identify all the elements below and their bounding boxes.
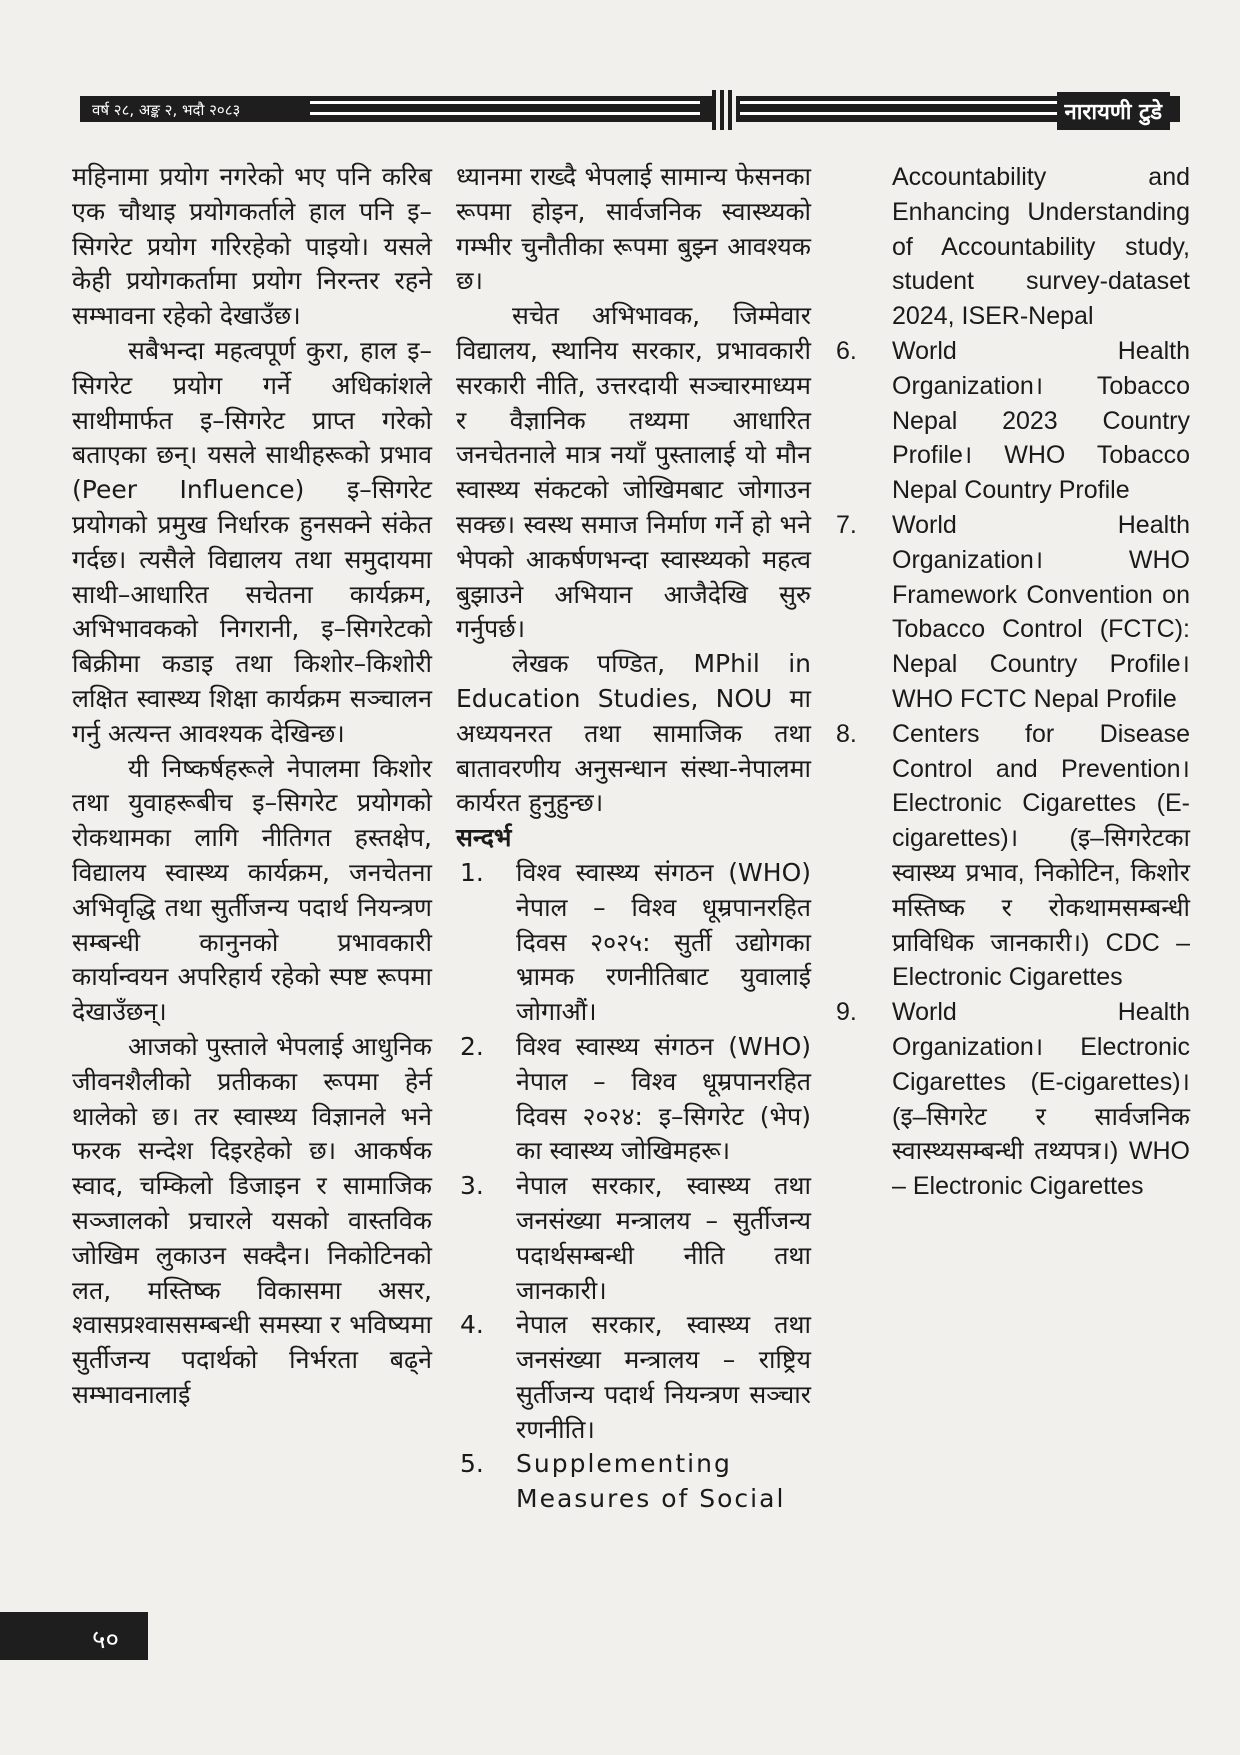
reference-item [456,1447,811,1517]
reference-text: World Health Organization। WHO Framework Convention on Tobacco Control (FCTC): Nepal Country Profile। WHO FCTC Nepal Profile [892,510,1190,713]
reference-item [836,995,1190,1204]
page-header [80,90,1180,130]
reference-item [456,1169,811,1308]
reference-item [836,717,1190,995]
header-rule-right [740,101,1110,115]
reference-text: नेपाल सरकार, स्वास्थ्य तथा जनसंख्या मन्त्रालय – राष्ट्रिय सुर्तीजन्य पदार्थ नियन्त्रण सञ्चार रणनीति। [516,1310,811,1444]
page-number-box [0,1612,148,1660]
reference-text: Supplementing Measures of Social [516,1449,786,1514]
reference-item [836,508,1190,717]
reference-text: Accountability and Enhancing Understanding of Accountability study, student survey-dataset 2024, ISER-Nepal [892,163,1190,331]
column-3 [836,160,1190,1204]
reference-text: विश्व स्वास्थ्य संगठन (WHO) नेपाल – विश्व धूम्रपानरहित दिवस २०२५: सुर्ती उद्योगका भ्रामक रणनीतिबाट युवालाई जोगाऔं। [516,857,811,1027]
header-rule-left [310,101,700,115]
paragraph: महिनामा प्रयोग नगरेको भए पनि करिब एक चौथाइ प्रयोगकर्ताले हाल पनि इ–सिगरेट प्रयोग गरिरहेको पाइयो। यसले केही प्रयोगकर्तामा प्रयोग निरन्तर रहने सम्भावना रहेको देखाउँछ। [72,162,432,331]
references-heading: सन्दर्भ [456,823,512,853]
reference-text: विश्व स्वास्थ्य संगठन (WHO) नेपाल – विश्व धूम्रपानरहित दिवस २०२४: इ–सिगरेट (भेप) का स्वास्थ्य जोखिमहरू। [516,1031,811,1166]
page-number: ५० [92,1625,120,1655]
reference-item [456,1030,811,1169]
reference-number: 6. [836,336,857,365]
paragraph: यी निष्कर्षहरूले नेपालमा किशोर तथा युवाहरूबीच इ–सिगरेट प्रयोगको रोकथामका लागि नीतिगत हस्तक्षेप, विद्यालय स्वास्थ्य कार्यक्रम, जनचेतना अभिवृद्धि तथा सुर्तीजन्य पदार्थ नियन्त्रण सम्बन्धी कानुनको प्रभावकारी कार्यान्वयन अपरिहार्य रहेको स्पष्ट रूपमा देखाउँछन्। [72,753,432,1027]
column-1 [72,160,432,1413]
publication-name: नारायणी टुडे [1057,92,1171,130]
reference-continuation [892,160,1190,334]
header-ornament [712,90,736,130]
reference-text: World Health Organization। Tobacco Nepal 2023 Country Profile। WHO Tobacco Nepal Country Profile [892,336,1190,505]
reference-item [456,1308,811,1447]
reference-number: 2. [460,1031,484,1061]
paragraph: आजको पुस्ताले भेपलाई आधुनिक जीवनशैलीको प्रतीकका रूपमा हेर्न थालेको छ। तर स्वास्थ्य विज्ञानले भने फरक सन्देश दिइरहेको छ। आकर्षक स्वाद, चम्किलो डिजाइन र सामाजिक सञ्जालको प्रचारले यसको वास्तविक जोखिम लुकाउन सक्दैन। निकोटिनको लत, मस्तिष्क विकासमा असर, श्वासप्रश्वाससम्बन्धी समस्या र भविष्यमा सुर्तीजन्य पदार्थको निर्भरता बढ्ने सम्भावनालाई [72,1031,432,1409]
issue-info: वर्ष २८, अङ्क २, भदौ २०८३ [92,101,241,119]
reference-text: नेपाल सरकार, स्वास्थ्य तथा जनसंख्या मन्त्रालय – सुर्तीजन्य पदार्थसम्बन्धी नीति तथा जानकारी। [516,1171,811,1305]
reference-number: 4. [460,1310,484,1340]
reference-item [456,856,811,1030]
reference-number: 3. [460,1171,484,1201]
paragraph: सबैभन्दा महत्वपूर्ण कुरा, हाल इ–सिगरेट प्रयोग गर्ने अधिकांशले साथीमार्फत इ–सिगरेट प्राप्त गरेको बताएका छन्। यसले साथीहरूको प्रभाव (Peer Influence) इ–सिगरेट प्रयोगको प्रमुख निर्धारक हुनसक्ने संकेत गर्दछ। त्यसैले विद्यालय तथा समुदायमा साथी–आधारित सचेतना कार्यक्रम, अभिभावकको निगरानी, इ–सिगरेटको बिक्रीमा कडाइ तथा किशोर–किशोरी लक्षित स्वास्थ्य शिक्षा कार्यक्रम सञ्चालन गर्नु अत्यन्त आवश्यक देखिन्छ। [72,335,432,748]
reference-number: 9. [836,998,857,1027]
reference-item [836,334,1190,508]
column-2 [456,160,811,1517]
reference-number: 8. [836,719,857,748]
reference-number: 7. [836,510,857,539]
reference-text: World Health Organization। Electronic Cigarettes (E-cigarettes)। (इ–सिगरेट र सार्वजनिक स्वास्थ्यसम्बन्धी तथ्यपत्र।) WHO – Electronic Cigarettes [892,998,1190,1201]
author-note: लेखक पण्डित, MPhil in Education Studies, NOU मा अध्ययनरत तथा सामाजिक तथा बातावरणीय अनुसन्धान संस्था-नेपालमा कार्यरत हुनुहुन्छ। [456,649,811,818]
reference-number: 1. [460,857,484,887]
reference-text: Centers for Disease Control and Prevention। Electronic Cigarettes (E-cigarettes)। (इ–सिगरेटका स्वास्थ्य प्रभाव, निकोटिन, किशोर मस्तिष्क र रोकथामसम्बन्धी प्राविधिक जानकारी।) CDC – Electronic Cigarettes [892,719,1190,992]
reference-number: 5. [460,1449,484,1479]
paragraph: ध्यानमा राख्दै भेपलाई सामान्य फेसनका रूपमा होइन, सार्वजनिक स्वास्थ्यको गम्भीर चुनौतीका रूपमा बुझ्न आवश्यक छ। [456,162,811,296]
paragraph: सचेत अभिभावक, जिम्मेवार विद्यालय, स्थानिय सरकार, प्रभावकारी सरकारी नीति, उत्तरदायी सञ्चारमाध्यम र वैज्ञानिक तथ्यमा आधारित जनचेतनाले मात्र नयाँ पुस्तालाई यो मौन स्वास्थ्य संकटको जोखिमबाट जोगाउन सक्छ। स्वस्थ समाज निर्माण गर्ने हो भने भेपको आकर्षणभन्दा स्वास्थ्यको महत्व बुझाउने अभियान आजैदेखि सुरु गर्नुपर्छ। [456,301,811,644]
